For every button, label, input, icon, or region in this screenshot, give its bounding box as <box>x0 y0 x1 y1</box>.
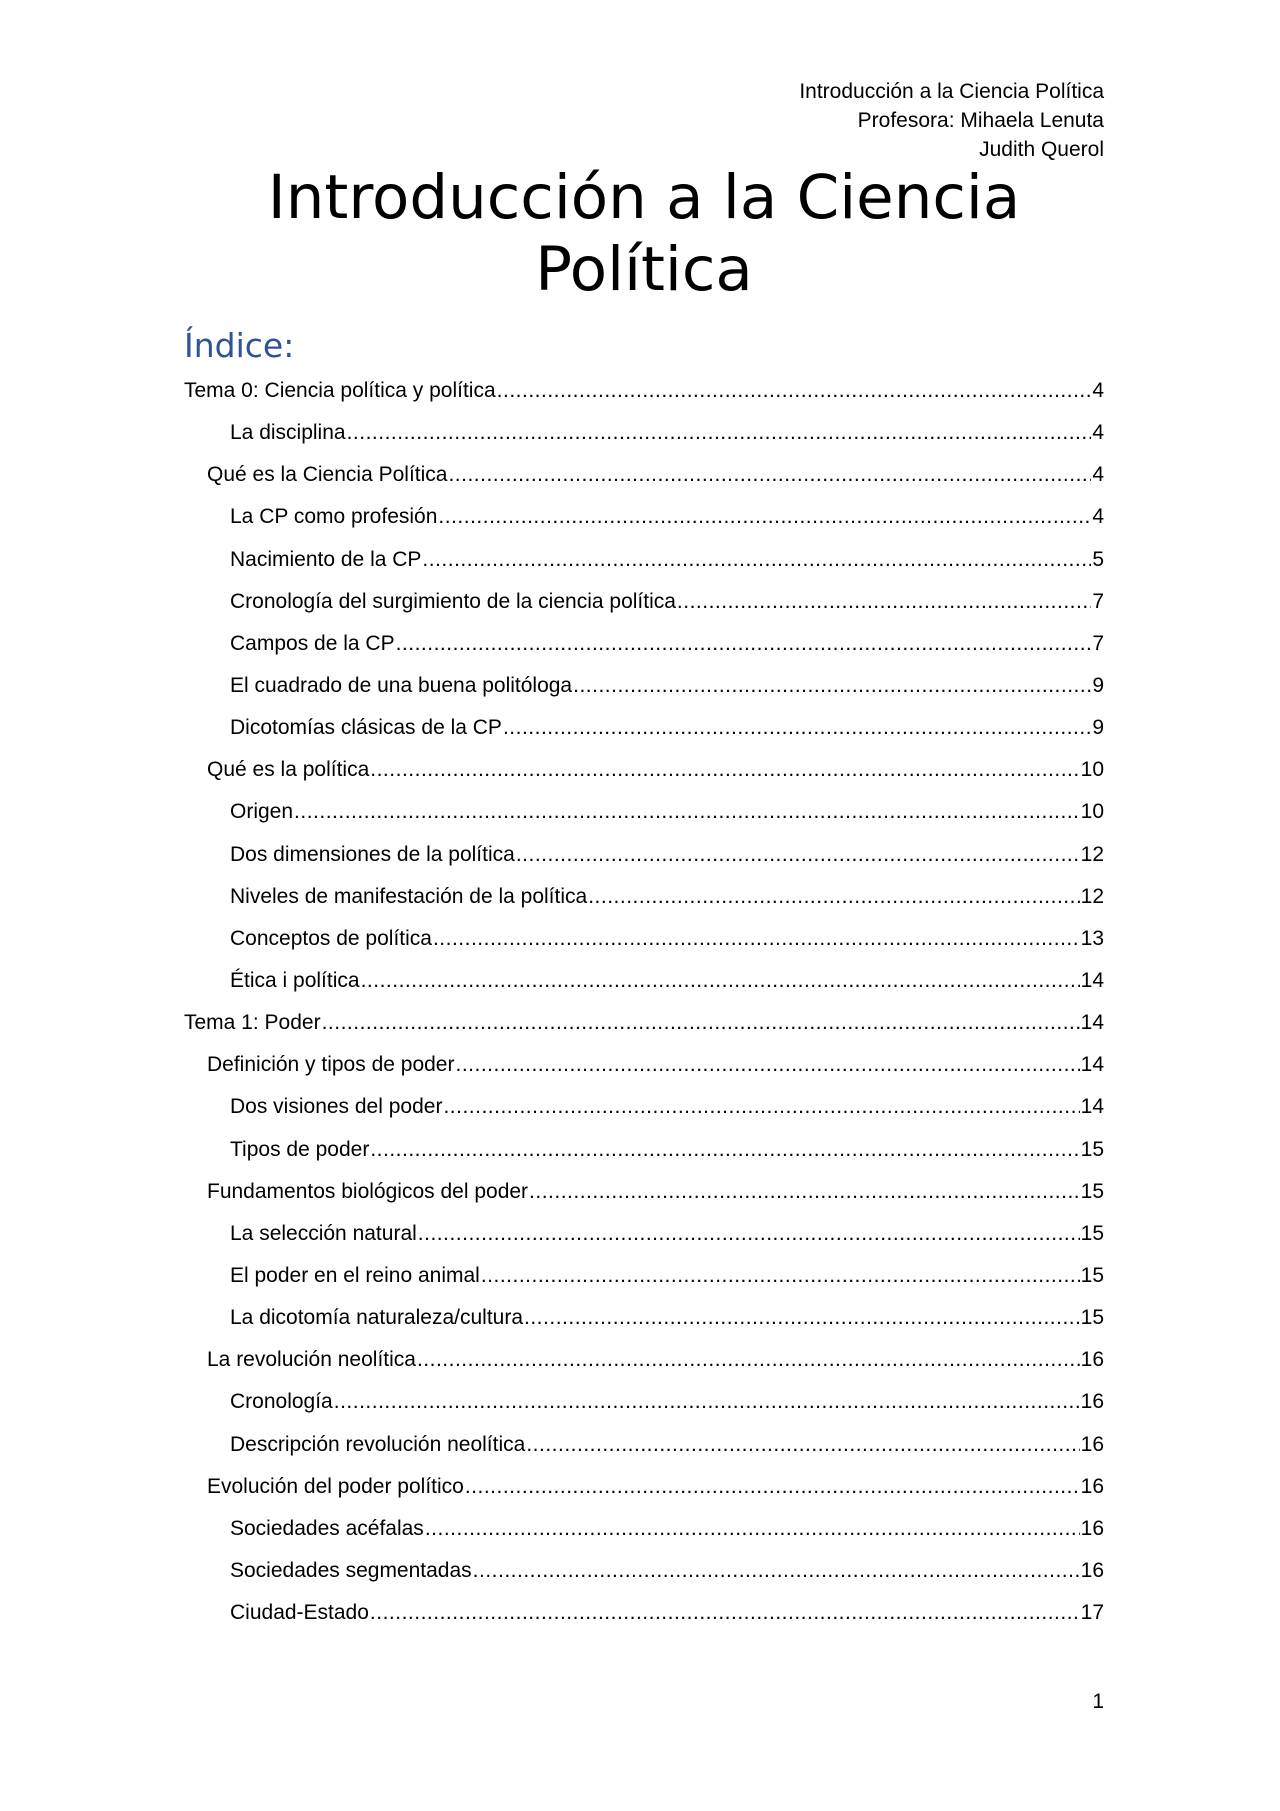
toc-entry[interactable] <box>184 665 1104 707</box>
toc-entry[interactable] <box>184 1339 1104 1381</box>
toc-entry-page[interactable]: 15 <box>1080 1306 1104 1330</box>
toc-entry[interactable] <box>184 370 1104 412</box>
toc-dot-leader <box>481 1255 1080 1297</box>
toc-entry-page[interactable]: 12 <box>1080 884 1104 908</box>
toc-entry-label[interactable]: El cuadrado de una buena politóloga <box>230 673 573 697</box>
toc-dot-leader <box>526 1424 1079 1466</box>
toc-entry-label[interactable]: Qué es la Ciencia Política <box>207 463 448 487</box>
toc-entry-label[interactable]: Tema 1: Poder <box>184 1011 321 1035</box>
toc-entry[interactable] <box>184 412 1104 454</box>
toc-entry-page[interactable]: 12 <box>1080 842 1104 866</box>
toc-dot-leader <box>438 496 1091 538</box>
toc-dot-leader <box>516 834 1080 876</box>
toc-entry-page[interactable]: 14 <box>1080 968 1104 992</box>
toc-entry-label[interactable]: Evolución del poder político <box>207 1474 464 1498</box>
toc-entry-page[interactable]: 16 <box>1080 1558 1104 1582</box>
toc-dot-leader <box>370 1592 1080 1634</box>
toc-entry[interactable] <box>184 749 1104 791</box>
toc-entry-label[interactable]: Fundamentos biológicos del poder <box>207 1179 529 1203</box>
toc-entry-page[interactable]: 4 <box>1092 379 1104 402</box>
toc-entry[interactable] <box>184 960 1104 1002</box>
toc-entry-label[interactable]: Sociedades acéfalas <box>230 1516 424 1540</box>
toc-entry-page[interactable]: 5 <box>1092 547 1104 571</box>
toc-entry-page[interactable]: 15 <box>1080 1137 1104 1161</box>
toc-dot-leader <box>334 1381 1080 1423</box>
toc-entry-label[interactable]: La dicotomía naturaleza/cultura <box>230 1306 524 1330</box>
page-header <box>799 77 1104 164</box>
toc-entry-label[interactable]: La disciplina <box>230 421 346 445</box>
toc-dot-leader <box>448 454 1091 496</box>
toc-entry[interactable] <box>184 539 1104 581</box>
toc-dot-leader <box>396 623 1092 665</box>
toc-entry[interactable] <box>184 496 1104 538</box>
toc-entry-label[interactable]: Tema 0: Ciencia política y política <box>184 379 496 402</box>
toc-entry[interactable] <box>184 1044 1104 1086</box>
toc-dot-leader <box>417 1339 1080 1381</box>
toc-dot-leader <box>347 412 1092 454</box>
toc-entry-label[interactable]: Tipos de poder <box>230 1137 370 1161</box>
toc-entry-label[interactable]: Origen <box>230 800 294 824</box>
toc-entry-page[interactable]: 14 <box>1080 1095 1104 1119</box>
toc-entry[interactable] <box>184 918 1104 960</box>
toc-dot-leader <box>677 581 1091 623</box>
toc-entry-page[interactable]: 16 <box>1080 1390 1104 1414</box>
toc-entry-page[interactable]: 15 <box>1080 1179 1104 1203</box>
toc-entry-page[interactable]: 16 <box>1080 1348 1104 1372</box>
toc-dot-leader <box>418 1213 1080 1255</box>
toc-entry-label[interactable]: Campos de la CP <box>230 631 395 655</box>
toc-dot-leader <box>433 918 1080 960</box>
toc-dot-leader <box>503 707 1091 749</box>
header-professor: Profesora: Mihaela Lenuta <box>857 109 1104 132</box>
toc-entry-page[interactable]: 15 <box>1080 1221 1104 1245</box>
toc-entry-page[interactable]: 17 <box>1080 1601 1104 1625</box>
toc-entry-page[interactable]: 13 <box>1080 926 1104 950</box>
toc-entry-label[interactable]: Conceptos de política <box>230 926 432 950</box>
toc-entry[interactable] <box>184 876 1104 918</box>
toc-entry-label[interactable]: La CP como profesión <box>230 505 438 529</box>
toc-entry[interactable] <box>184 1255 1104 1297</box>
toc-entry-page[interactable]: 10 <box>1080 758 1104 782</box>
toc-entry-page[interactable]: 10 <box>1080 800 1104 824</box>
toc-dot-leader <box>473 1550 1080 1592</box>
toc-entry-label[interactable]: La revolución neolítica <box>207 1348 416 1372</box>
toc-dot-leader <box>524 1297 1080 1339</box>
toc-entry[interactable] <box>184 1550 1104 1592</box>
table-of-contents <box>184 370 1104 1634</box>
toc-entry[interactable] <box>184 1592 1104 1634</box>
toc-entry-label[interactable]: Definición y tipos de poder <box>207 1053 455 1077</box>
toc-entry[interactable] <box>184 791 1104 833</box>
toc-dot-leader <box>573 665 1091 707</box>
toc-dot-leader <box>588 876 1079 918</box>
toc-dot-leader <box>497 370 1092 412</box>
toc-entry[interactable] <box>184 1381 1104 1423</box>
toc-entry-label[interactable]: Niveles de manifestación de la política <box>230 884 588 908</box>
toc-entry[interactable] <box>184 1297 1104 1339</box>
toc-entry-label[interactable]: Dos visiones del poder <box>230 1095 443 1119</box>
toc-entry-page[interactable]: 4 <box>1092 463 1104 487</box>
toc-entry-page[interactable]: 7 <box>1092 631 1104 655</box>
toc-entry[interactable] <box>184 623 1104 665</box>
toc-entry-page[interactable]: 16 <box>1080 1516 1104 1540</box>
toc-entry[interactable] <box>184 1424 1104 1466</box>
header-author: Judith Querol <box>979 138 1104 161</box>
toc-entry[interactable] <box>184 1002 1104 1044</box>
toc-entry-label[interactable]: Ciudad-Estado <box>230 1601 369 1625</box>
toc-entry[interactable] <box>184 1086 1104 1128</box>
toc-dot-leader <box>361 960 1080 1002</box>
toc-entry-page[interactable]: 14 <box>1080 1011 1104 1035</box>
toc-dot-leader <box>370 1129 1079 1171</box>
toc-dot-leader <box>529 1171 1080 1213</box>
toc-dot-leader <box>294 791 1080 833</box>
toc-dot-leader <box>455 1044 1079 1086</box>
toc-dot-leader <box>422 539 1091 581</box>
document-title: Introducción a la Ciencia Política <box>267 162 1021 305</box>
toc-entry[interactable] <box>184 1213 1104 1255</box>
toc-entry-label[interactable]: Ética i política <box>230 968 360 992</box>
toc-entry-label[interactable]: La selección natural <box>230 1221 417 1245</box>
toc-entry-label[interactable]: Descripción revolución neolítica <box>230 1432 526 1456</box>
toc-entry-page[interactable]: 14 <box>1080 1053 1104 1077</box>
toc-entry-label[interactable]: Nacimiento de la CP <box>230 547 422 571</box>
toc-entry-label[interactable]: Sociedades segmentadas <box>230 1558 472 1582</box>
toc-entry[interactable] <box>184 581 1104 623</box>
toc-entry-label[interactable]: Cronología del surgimiento de la ciencia política <box>230 589 676 613</box>
toc-dot-leader <box>425 1508 1080 1550</box>
toc-entry-page[interactable]: 4 <box>1092 421 1104 445</box>
toc-dot-leader <box>465 1466 1080 1508</box>
toc-entry[interactable] <box>184 454 1104 496</box>
toc-entry[interactable] <box>184 1129 1104 1171</box>
toc-entry-label[interactable]: El poder en el reino animal <box>230 1263 480 1287</box>
toc-dot-leader <box>443 1086 1079 1128</box>
page-number: 1 <box>1092 1690 1104 1713</box>
toc-entry[interactable] <box>184 1171 1104 1213</box>
toc-entry[interactable] <box>184 707 1104 749</box>
header-course: Introducción a la Ciencia Política <box>799 80 1104 103</box>
toc-dot-leader <box>322 1002 1080 1044</box>
toc-entry-page[interactable]: 9 <box>1092 716 1104 740</box>
toc-entry[interactable] <box>184 1508 1104 1550</box>
toc-entry-label[interactable]: Dicotomías clásicas de la CP <box>230 716 502 740</box>
toc-entry-page[interactable]: 16 <box>1080 1474 1104 1498</box>
toc-entry-label[interactable]: Dos dimensiones de la política <box>230 842 515 866</box>
toc-entry-page[interactable]: 4 <box>1092 505 1104 529</box>
toc-entry-label[interactable]: Cronología <box>230 1390 333 1414</box>
toc-entry[interactable] <box>184 834 1104 876</box>
index-heading: Índice: <box>184 326 295 365</box>
toc-dot-leader <box>370 749 1079 791</box>
toc-entry-label[interactable]: Qué es la política <box>207 758 370 782</box>
toc-entry-page[interactable]: 16 <box>1080 1432 1104 1456</box>
toc-entry-page[interactable]: 15 <box>1080 1263 1104 1287</box>
toc-entry-page[interactable]: 9 <box>1092 673 1104 697</box>
toc-entry-page[interactable]: 7 <box>1092 589 1104 613</box>
toc-entry[interactable] <box>184 1466 1104 1508</box>
